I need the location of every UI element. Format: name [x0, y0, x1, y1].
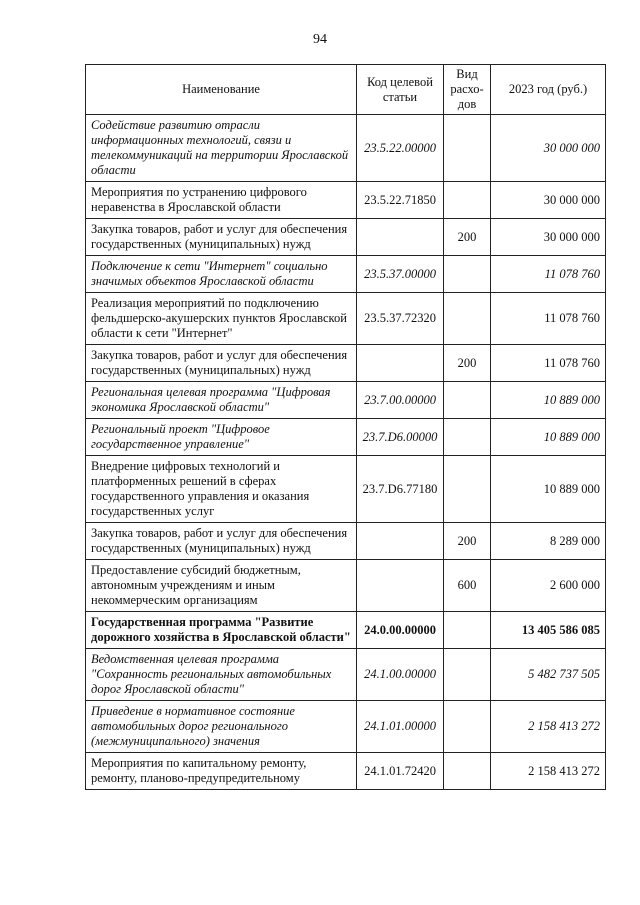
row-name-cell: Подключение к сети "Интернет" социально значимых объектов Ярославской области — [86, 256, 357, 293]
row-amount-cell: 30 000 000 — [491, 182, 606, 219]
row-amount-cell: 11 078 760 — [491, 293, 606, 345]
row-name-cell: Закупка товаров, работ и услуг для обеспечения государственных (муниципальных) нужд — [86, 523, 357, 560]
table-row — [86, 115, 606, 182]
header-code: Код целевой статьи — [357, 65, 444, 115]
row-name-cell: Государственная программа "Развитие дорожного хозяйства в Ярославской области" — [86, 612, 357, 649]
row-code-cell: 24.1.00.00000 — [357, 649, 444, 701]
row-expense-type-cell: 200 — [444, 523, 491, 560]
row-expense-type-cell — [444, 456, 491, 523]
row-expense-type-cell — [444, 419, 491, 456]
row-name-cell: Ведомственная целевая программа "Сохранность региональных автомобильных дорог Ярославской области" — [86, 649, 357, 701]
table-body — [86, 115, 606, 790]
row-code-cell: 24.0.00.00000 — [357, 612, 444, 649]
row-name-cell: Региональный проект "Цифровое государственное управление" — [86, 419, 357, 456]
row-name-cell: Закупка товаров, работ и услуг для обеспечения государственных (муниципальных) нужд — [86, 219, 357, 256]
row-expense-type-cell — [444, 612, 491, 649]
table-row — [86, 560, 606, 612]
table-row — [86, 293, 606, 345]
row-code-cell: 24.1.01.72420 — [357, 753, 444, 790]
row-amount-cell: 30 000 000 — [491, 115, 606, 182]
row-amount-cell: 2 158 413 272 — [491, 701, 606, 753]
row-expense-type-cell: 200 — [444, 345, 491, 382]
row-code-cell: 23.5.37.00000 — [357, 256, 444, 293]
row-amount-cell: 10 889 000 — [491, 382, 606, 419]
table-row — [86, 219, 606, 256]
row-amount-cell: 11 078 760 — [491, 345, 606, 382]
row-name-cell: Закупка товаров, работ и услуг для обеспечения государственных (муниципальных) нужд — [86, 345, 357, 382]
row-code-cell — [357, 560, 444, 612]
row-code-cell: 23.5.22.00000 — [357, 115, 444, 182]
header-name: Наименование — [86, 65, 357, 115]
row-expense-type-cell — [444, 115, 491, 182]
row-name-cell: Мероприятия по устранению цифрового неравенства в Ярославской области — [86, 182, 357, 219]
budget-table — [85, 64, 606, 790]
row-amount-cell: 10 889 000 — [491, 419, 606, 456]
row-name-cell: Мероприятия по капитальному ремонту, ремонту, планово-предупредительному — [86, 753, 357, 790]
row-code-cell: 23.5.37.72320 — [357, 293, 444, 345]
header-amount-2023: 2023 год (руб.) — [491, 65, 606, 115]
table-row — [86, 256, 606, 293]
row-name-cell: Содействие развитию отрасли информационных технологий, связи и телекоммуникаций на территории Ярославской области — [86, 115, 357, 182]
table-row — [86, 456, 606, 523]
row-amount-cell: 8 289 000 — [491, 523, 606, 560]
row-amount-cell: 2 600 000 — [491, 560, 606, 612]
table-row — [86, 753, 606, 790]
row-code-cell — [357, 523, 444, 560]
row-amount-cell: 30 000 000 — [491, 219, 606, 256]
row-amount-cell: 10 889 000 — [491, 456, 606, 523]
row-code-cell: 23.7.D6.77180 — [357, 456, 444, 523]
row-code-cell: 23.5.22.71850 — [357, 182, 444, 219]
row-code-cell: 24.1.01.00000 — [357, 701, 444, 753]
row-name-cell: Региональная целевая программа "Цифровая экономика Ярославской области" — [86, 382, 357, 419]
table-row — [86, 345, 606, 382]
row-expense-type-cell — [444, 701, 491, 753]
row-expense-type-cell — [444, 753, 491, 790]
row-expense-type-cell — [444, 182, 491, 219]
row-code-cell — [357, 345, 444, 382]
header-expense-type: Вид расхо-дов — [444, 65, 491, 115]
row-expense-type-cell: 600 — [444, 560, 491, 612]
row-expense-type-cell — [444, 293, 491, 345]
page-number: 94 — [313, 32, 327, 47]
row-expense-type-cell — [444, 649, 491, 701]
row-name-cell: Внедрение цифровых технологий и платформенных решений в сферах государственного управления и оказания государственных услуг — [86, 456, 357, 523]
row-code-cell: 23.7.00.00000 — [357, 382, 444, 419]
row-amount-cell: 13 405 586 085 — [491, 612, 606, 649]
table-row — [86, 419, 606, 456]
row-expense-type-cell — [444, 382, 491, 419]
table-row — [86, 523, 606, 560]
row-expense-type-cell — [444, 256, 491, 293]
row-amount-cell: 2 158 413 272 — [491, 753, 606, 790]
row-name-cell: Реализация мероприятий по подключению фельдшерско-акушерских пунктов Ярославской области к сети "Интернет" — [86, 293, 357, 345]
row-amount-cell: 5 482 737 505 — [491, 649, 606, 701]
row-code-cell — [357, 219, 444, 256]
table-row — [86, 182, 606, 219]
table-header-row — [86, 65, 606, 115]
table-row — [86, 382, 606, 419]
row-expense-type-cell: 200 — [444, 219, 491, 256]
table-row — [86, 701, 606, 753]
row-amount-cell: 11 078 760 — [491, 256, 606, 293]
row-code-cell: 23.7.D6.00000 — [357, 419, 444, 456]
row-name-cell: Предоставление субсидий бюджетным, автономным учреждениям и иным некоммерческим организациям — [86, 560, 357, 612]
table-row — [86, 612, 606, 649]
table-row — [86, 649, 606, 701]
row-name-cell: Приведение в нормативное состояние автомобильных дорог регионального (межмуниципального) значения — [86, 701, 357, 753]
